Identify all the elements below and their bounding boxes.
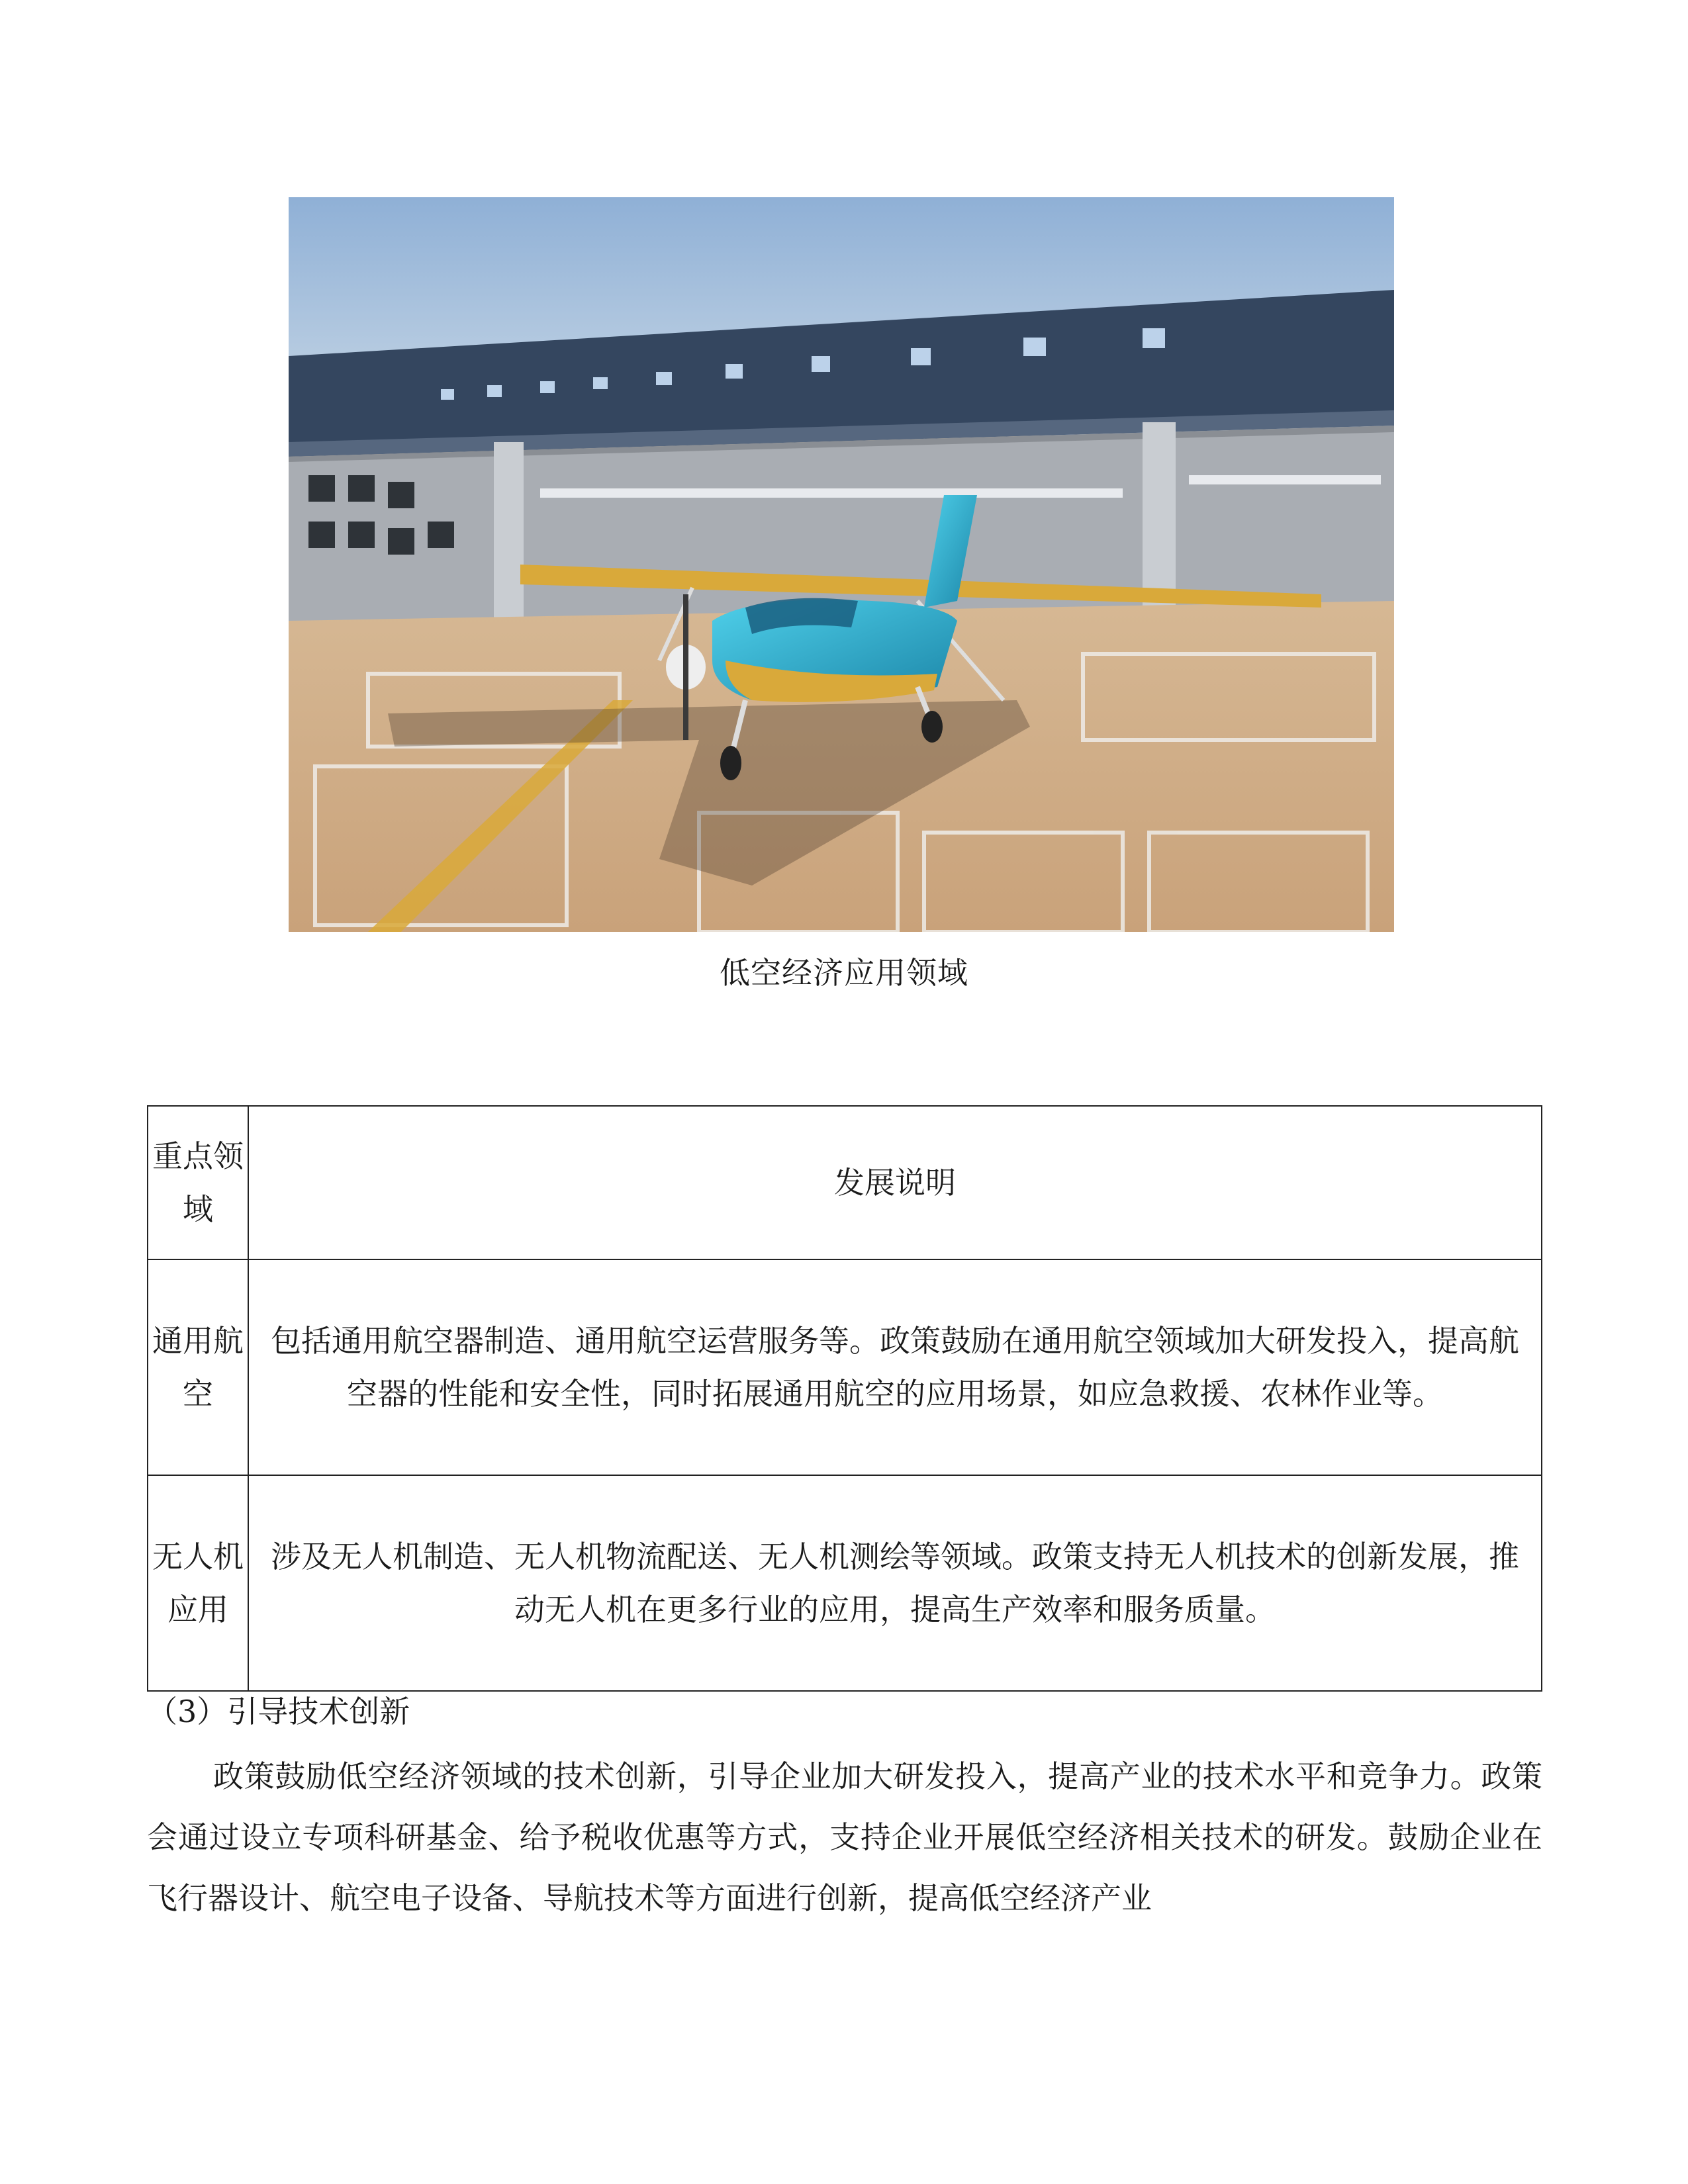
focus-areas-table [147,1105,1542,1692]
row-field-cell: 无人机应用 [148,1475,248,1691]
table-row [148,1259,1542,1475]
row-description-cell: 涉及无人机制造、无人机物流配送、无人机测绘等领域。政策支持无人机技术的创新发展，推动无人机在更多行业的应用，提高生产效率和服务质量。 [248,1475,1542,1691]
section-heading: （3）引导技术创新 [147,1694,410,1729]
table-row [148,1475,1542,1691]
row-field-cell: 通用航空 [148,1259,248,1475]
header-description-cell: 发展说明 [248,1106,1542,1259]
airplane-photo-graphic [289,197,1394,932]
airplane-photo [289,197,1394,932]
row-description-cell: 包括通用航空器制造、通用航空运营服务等。政策鼓励在通用航空领域加大研发投入，提高航空器的性能和安全性，同时拓展通用航空的应用场景，如应急救援、农林作业等。 [248,1259,1542,1475]
header-field-cell: 重点领域 [148,1106,248,1259]
body-paragraph: 政策鼓励低空经济领域的技术创新，引导企业加大研发投入，提高产业的技术水平和竞争力。政策会通过设立专项科研基金、给予税收优惠等方式，支持企业开展低空经济相关技术的研发。鼓励企业在飞行器设计、航空电子设备、导航技术等方面进行创新，提高低空经济产业 [147,1758,1542,1916]
figure-caption: 低空经济应用领域 [720,955,968,991]
table-header-row [148,1106,1542,1259]
